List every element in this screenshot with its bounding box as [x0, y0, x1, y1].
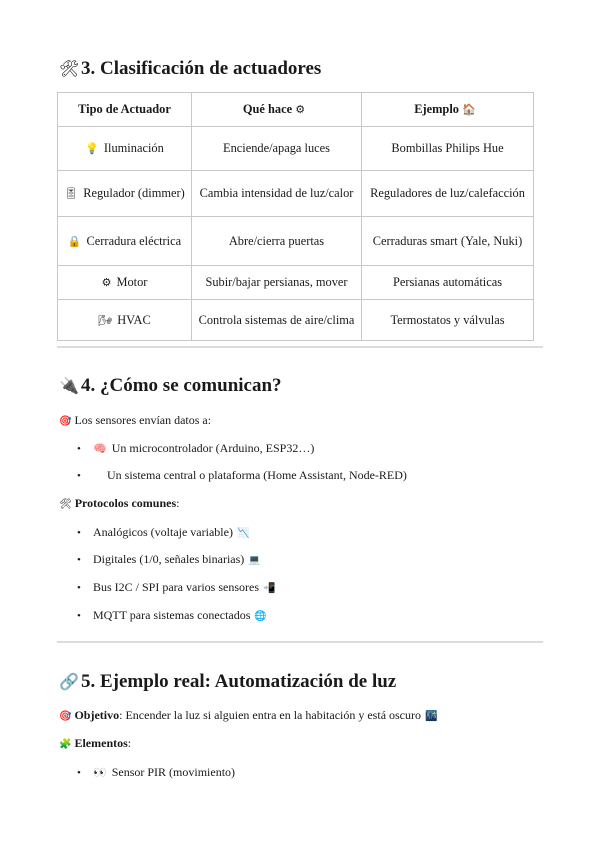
gear-icon: ⚙ — [295, 103, 306, 116]
table-row — [58, 266, 534, 300]
target-icon: 🎯 — [59, 416, 72, 427]
list-item: • 🧠 Un microcontrolador (Arduino, ESP32…) — [77, 441, 315, 455]
cell-example: Reguladores de luz/calefacción — [362, 171, 534, 217]
link-icon: 🔗 — [59, 674, 79, 691]
house-icon: 🏠 — [462, 103, 476, 116]
cell-example: Persianas automáticas — [362, 266, 534, 300]
lock-icon: 🔒 — [67, 234, 82, 248]
table-row — [58, 127, 534, 171]
header-example: Ejemplo 🏠 — [362, 93, 534, 127]
lightbulb-icon: 💡 — [85, 142, 99, 155]
header-type: Tipo de Actuador — [58, 93, 192, 127]
tools-icon: 🛠 — [59, 61, 80, 78]
cell-example: Termostatos y válvulas — [362, 300, 534, 341]
section-divider — [57, 641, 543, 643]
dimmer-slider-icon: 🎚 — [64, 187, 79, 200]
protocols-line: 🛠 Protocolos comunes: — [59, 496, 180, 510]
cell-does: Subir/bajar persianas, mover — [192, 266, 362, 300]
cell-does: Enciende/apaga luces — [192, 127, 362, 171]
globe-icon: 🌐 — [254, 611, 267, 622]
puzzle-icon: 🧩 — [59, 739, 72, 750]
header-does: Qué hace ⚙ — [192, 93, 362, 127]
cell-does: Abre/cierra puertas — [192, 217, 362, 266]
section-4-heading — [59, 375, 282, 398]
section-4-title: 4. ¿Cómo se comunican? — [81, 375, 282, 396]
section-5-title: 5. Ejemplo real: Automatización de luz — [81, 671, 397, 692]
cell-type: 💡 Iluminación — [58, 127, 192, 171]
section-divider — [57, 346, 543, 348]
motor-icon: ⚙ — [101, 276, 112, 289]
plug-icon: 🔌 — [59, 378, 79, 395]
night-city-icon: 🌃 — [425, 711, 438, 722]
list-item: • Un sistema central o plataforma (Home Assistant, Node-RED) — [77, 468, 407, 482]
cell-type: 🌬 HVAC — [58, 300, 192, 341]
list-item: • MQTT para sistemas conectados 🌐 — [77, 608, 267, 622]
list-item: • Analógicos (voltaje variable) 📉 — [77, 525, 250, 539]
list-item: • 👀 Sensor PIR (movimiento) — [77, 765, 236, 779]
laptop-icon: 💻 — [248, 555, 261, 566]
chart-down-icon: 📉 — [236, 528, 250, 539]
cell-example: Bombillas Philips Hue — [362, 127, 534, 171]
air-icon: 🌬 — [98, 313, 113, 327]
cell-type: 🎚 Regulador (dimmer) — [58, 171, 192, 217]
actuators-table — [57, 92, 534, 341]
table-row — [58, 171, 534, 217]
intro-line: 🎯 Los sensores envían datos a: — [59, 413, 212, 427]
target-icon: 🎯 — [59, 711, 72, 722]
cell-does: Cambia intensidad de luz/calor — [192, 171, 362, 217]
list-item: • Digitales (1/0, señales binarias) 💻 — [77, 552, 261, 566]
section-3-heading — [59, 58, 321, 81]
section-5-heading — [59, 671, 396, 694]
table-row — [58, 300, 534, 341]
table-header-row — [58, 93, 534, 127]
objective-line: 🎯 Objetivo: Encender la luz si alguien entra en la habitación y está oscuro 🌃 — [59, 708, 438, 722]
cell-type: 🔒 Cerradura eléctrica — [58, 217, 192, 266]
eyes-icon: 👀 — [93, 766, 107, 779]
table-row — [58, 217, 534, 266]
cell-example: Cerraduras smart (Yale, Nuki) — [362, 217, 534, 266]
elements-line: 🧩 Elementos: — [59, 736, 132, 750]
section-3-title: 3. Clasificación de actuadores — [81, 58, 322, 79]
brain-icon: 🧠 — [93, 442, 107, 455]
cell-type: ⚙ Motor — [58, 266, 192, 300]
list-item: • Bus I2C / SPI para varios sensores 📲 — [77, 580, 276, 594]
phone-arrow-icon: 📲 — [262, 583, 276, 594]
tools-icon: 🛠 — [59, 499, 72, 510]
cell-does: Controla sistemas de aire/clima — [192, 300, 362, 341]
